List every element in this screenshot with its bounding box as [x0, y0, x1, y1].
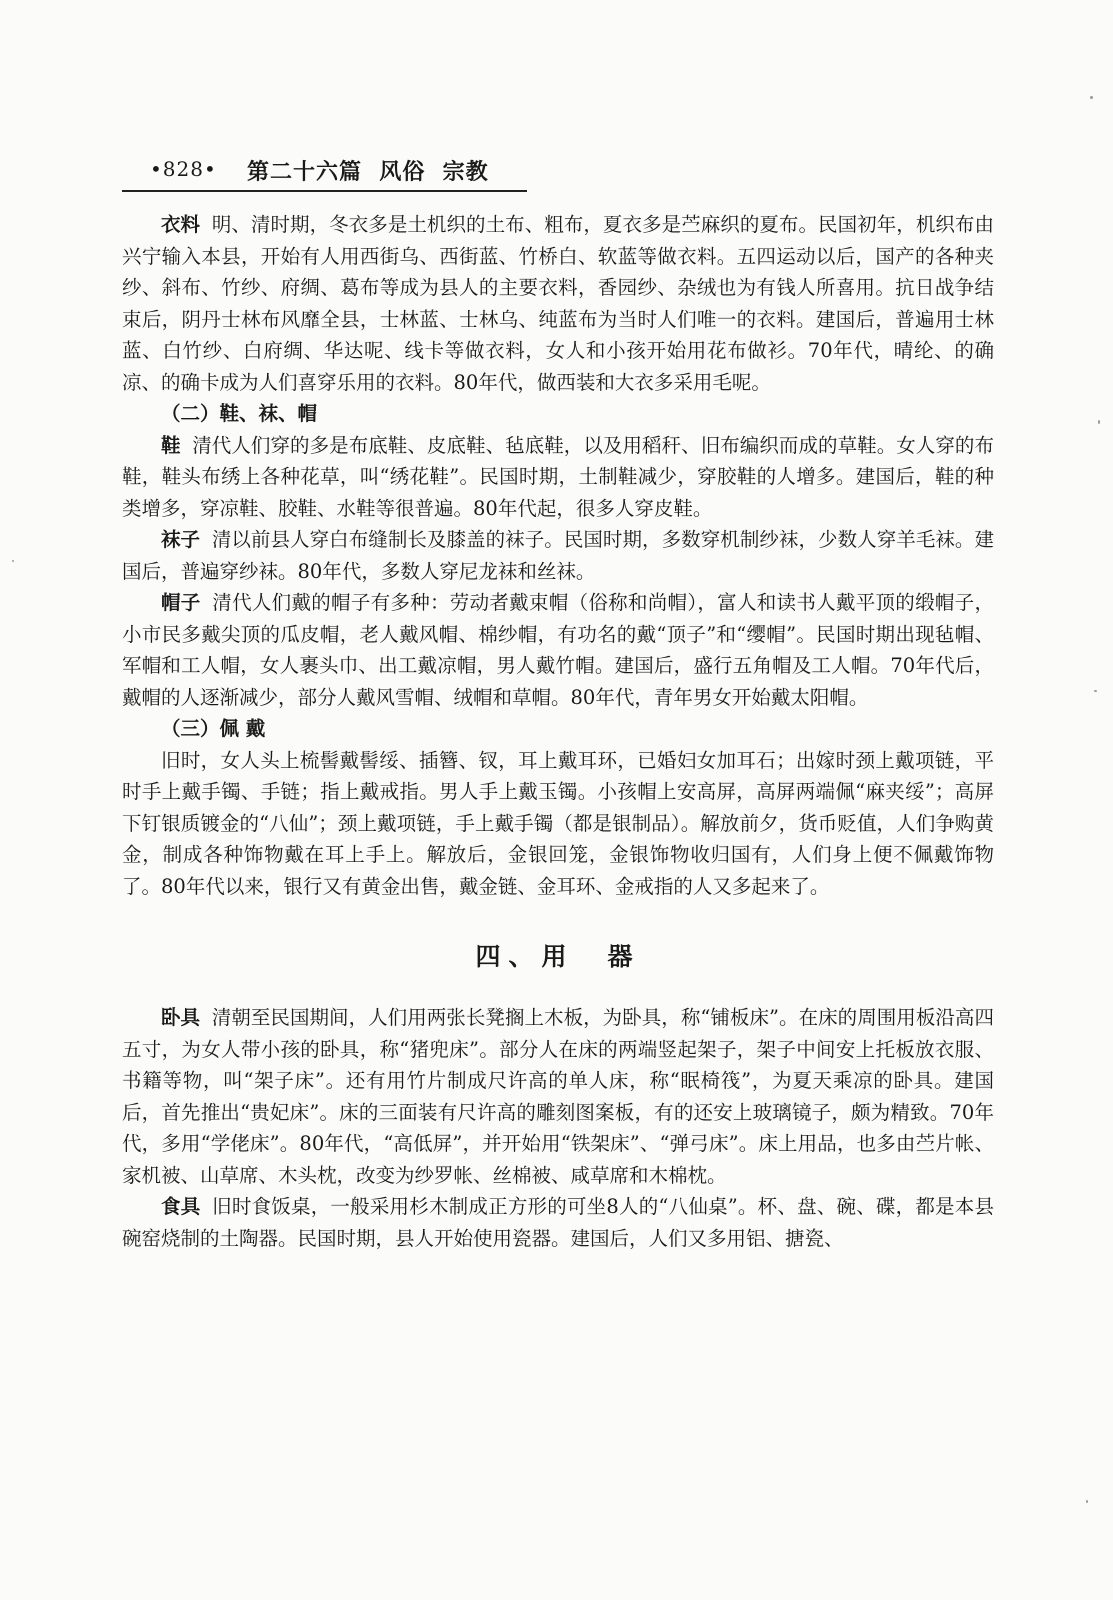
term-shoes: 鞋: [161, 433, 181, 457]
paragraph-hats: [122, 587, 994, 713]
text-hats: 清代人们戴的帽子有多种：劳动者戴束帽（俗称和尚帽），富人和读书人戴平顶的缎帽子，小市民多戴尖顶的瓜皮帽，老人戴风帽、棉纱帽，有功名的戴“顶子”和“缨帽”。民国时期出现毡帽、军帽和工人帽，女人裹头巾、出工戴凉帽，男人戴竹帽。建国后，盛行五角帽及工人帽。70年代后，戴帽的人逐渐减少，部分人戴风雪帽、绒帽和草帽。80年代，青年男女开始戴太阳帽。: [122, 591, 994, 709]
paragraph-shoes: [122, 430, 994, 525]
scan-speck: [1090, 96, 1093, 99]
text-clothing-material: 明、清时期，冬衣多是土机织的土布、粗布，夏衣多是苎麻织的夏布。民国初年，机织布由兴宁输入本县，开始有人用西街乌、西街蓝、竹桥白、软蓝等做衣料。五四运动以后，国产的各种夹纱、斜布、竹纱、府绸、葛布等成为县人的主要衣料，香园纱、杂绒也为有钱人所喜用。抗日战争结束后，阴丹士林布风靡全县，士林蓝、士林乌、纯蓝布为当时人们唯一的衣料。建国后，普遍用士林蓝、白竹纱、白府绸、华达呢、线卡等做衣料，女人和小孩开始用花布做衫。70年代，晴纶、的确凉、的确卡成为人们喜穿乐用的衣料。80年代，做西装和大衣多采用毛呢。: [122, 213, 994, 394]
term-clothing-material: 衣料: [161, 213, 201, 236]
paragraph-bedding: [122, 1002, 994, 1191]
text-tableware: 旧时食饭桌，一般采用杉木制成正方形的可坐8人的“八仙桌”。杯、盘、碗、碟，都是本县碗窑烧制的土陶器。民国时期，县人开始使用瓷器。建国后，人们又多用铝、搪瓷、: [122, 1195, 994, 1250]
section-heading-utensils: 四、用 器: [475, 942, 641, 971]
scan-speck: [1086, 1500, 1088, 1503]
body-text: [122, 209, 994, 1254]
paragraph-clothing-material: [122, 209, 994, 398]
term-socks: 袜子: [161, 528, 201, 551]
scan-speck: [1094, 690, 1097, 692]
term-hats: 帽子: [161, 591, 201, 614]
paragraph-socks: [122, 524, 994, 587]
running-title: 第二十六篇 风俗 宗教: [247, 159, 489, 185]
scan-speck: [1098, 420, 1100, 424]
term-tableware: 食具: [161, 1195, 201, 1218]
page-number: •828•: [150, 157, 217, 181]
scan-speck: [12, 560, 14, 562]
subheading-shoes-socks-hats: （二）鞋、袜、帽: [161, 402, 318, 425]
text-socks: 清以前县人穿白布缝制长及膝盖的袜子。民国时期，多数穿机制纱袜，少数人穿羊毛袜。建国后，普遍穿纱袜。80年代，多数人穿尼龙袜和丝袜。: [122, 528, 994, 583]
term-bedding: 卧具: [161, 1006, 201, 1029]
paragraph-tableware: [122, 1191, 994, 1254]
page-header: [122, 150, 527, 192]
subheading-accessories: （三）佩 戴: [161, 717, 266, 740]
text-bedding: 清朝至民国期间，人们用两张长凳搁上木板，为卧具，称“铺板床”。在床的周围用板沿高四五寸，为女人带小孩的卧具，称“猪兜床”。部分人在床的两端竖起架子，架子中间安上托板放衣服、书籍等物，叫“架子床”。还有用竹片制成尺许高的单人床，称“眠椅筏”，为夏天乘凉的卧具。建国后，首先推出“贵妃床”。床的三面装有尺许高的雕刻图案板，有的还安上玻璃镜子，颇为精致。70年代，多用“学佬床”。80年代，“高低屏”，并开始用“铁架床”、“弹弓床”。床上用品，也多由苎片帐、家机被、山草席、木头枕，改变为纱罗帐、丝棉被、咸草席和木棉枕。: [122, 1006, 994, 1187]
text-accessories: 旧时，女人头上梳髻戴髻绥、插簪、钗，耳上戴耳环，已婚妇女加耳石；出嫁时颈上戴项链，平时手上戴手镯、手链；指上戴戒指。男人手上戴玉镯。小孩帽上安高屏，高屏两端佩“麻夹绥”；高屏下钉银质镀金的“八仙”；颈上戴项链，手上戴手镯（都是银制品）。解放前夕，货币贬值，人们争购黄金，制成各种饰物戴在耳上手上。解放后，金银回笼，金银饰物收归国有，人们身上便不佩戴饰物了。80年代以来，银行又有黄金出售，戴金链、金耳环、金戒指的人又多起来了。: [122, 748, 994, 898]
paragraph-accessories: [122, 745, 994, 903]
text-shoes: 清代人们穿的多是布底鞋、皮底鞋、毡底鞋，以及用稻秆、旧布编织而成的草鞋。女人穿的布鞋，鞋头布绣上各种花草，叫“绣花鞋”。民国时期，土制鞋减少，穿胶鞋的人增多。建国后，鞋的种类增多，穿凉鞋、胶鞋、水鞋等很普遍。80年代起，很多人穿皮鞋。: [122, 433, 994, 520]
